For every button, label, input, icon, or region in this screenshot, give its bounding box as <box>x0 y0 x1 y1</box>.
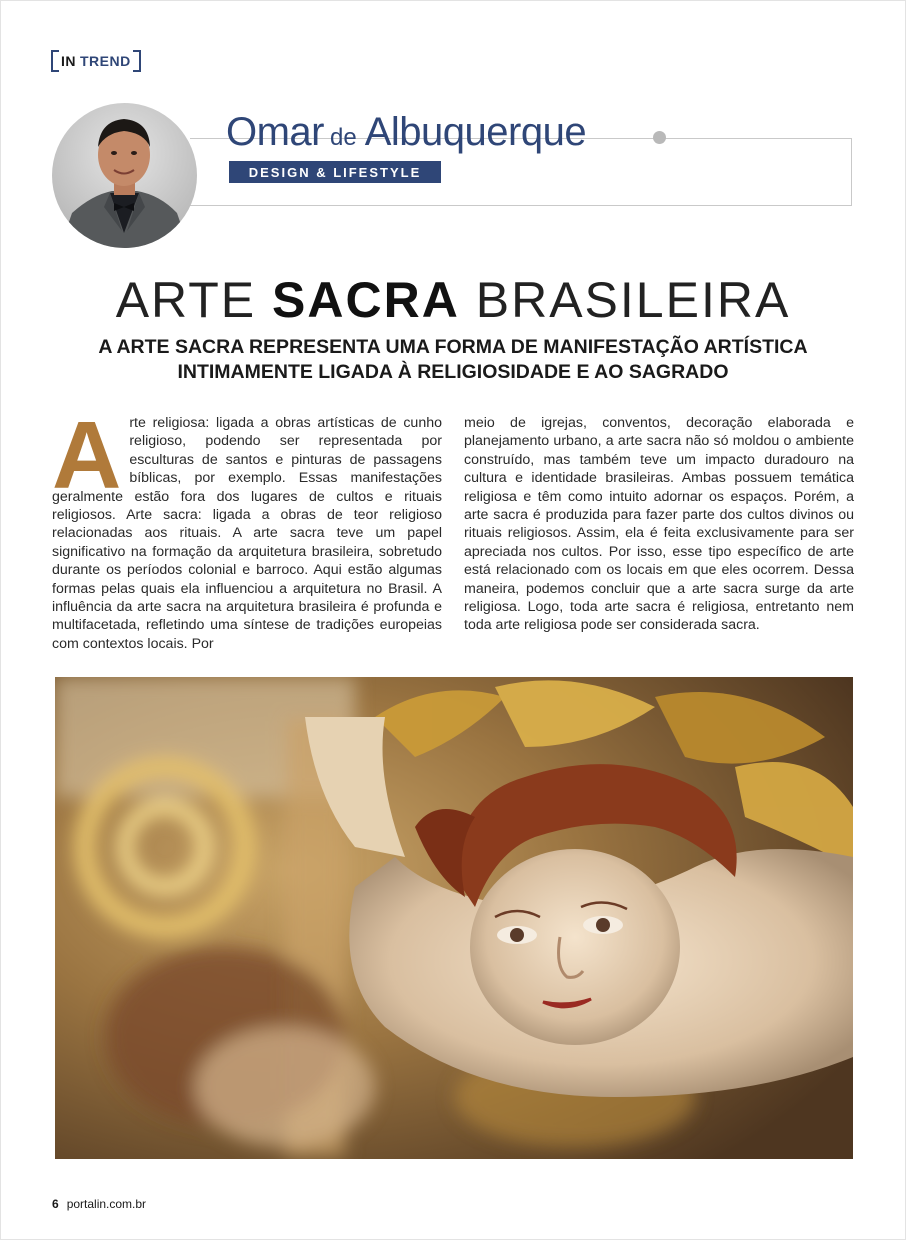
drop-cap: A <box>52 402 122 509</box>
page-footer <box>52 1197 146 1211</box>
author-name <box>226 110 586 160</box>
body-column-left <box>52 402 442 653</box>
author-avatar <box>52 103 197 248</box>
author-portrait-icon <box>52 103 197 248</box>
article-subheadline: A ARTE SACRA REPRESENTA UMA FORMA DE MANIFESTAÇÃO ARTÍSTICA INTIMAMENTE LIGADA À RELIGIOSIDADE E AO SAGRADO <box>98 336 808 383</box>
body-text-right: meio de igrejas, conventos, decoração elaborada e planejamento urbano, a arte sacra não só moldou o ambiente construído, mas também teve um impacto duradouro na cultura e identidade brasileiras. Ambas possuem temática religiosa e têm como intuito adornar os espaços. Porém, a arte sacra é produzida para fazer parte dos cultos divinos ou rituais religiosos. Assim, ela é feita exclusivamente para ser apreciada nos cultos. Por isso, esse tipo específico de arte está relacionado com os locais em que eles ocorrem. Dessa maneira, podemos concluir que a arte sacra surge da arte religiosa. Logo, toda arte sacra é religiosa, entretanto nem toda arte religiosa pode ser considerada sacra. <box>464 415 854 634</box>
site-url: portalin.com.br <box>66 1197 147 1211</box>
section-tag-label: TREND <box>80 53 131 69</box>
headline-part2: SACRA <box>272 272 460 328</box>
page-number: 6 <box>52 1197 59 1211</box>
cherub-photo <box>55 677 853 1159</box>
body-text-left: rte religiosa: ligada a obras artísticas de cunho religioso, podendo ser representada por esculturas de santos e pinturas de passagens bíblicas, por exemplo. Essas manifestações geralmente estão fora dos lugares de cultos e rituais religiosos. Arte sacra: ligada a obras de teor religioso relacionadas aos rituais. A arte sacra teve um papel significativo na formação da arquitetura brasileira, sobretudo durante os períodos colonial e barroco. Aqui estão algumas formas pelas quais ela influenciou a arquitetura no Brasil. A influência da arte sacra na arquitetura brasileira é profunda e multifacetada, refletindo uma síntese de tradições europeias com contextos locais. Por <box>52 415 442 652</box>
author-last-name: Albuquerque <box>364 110 587 154</box>
frame-dot-icon <box>653 131 666 144</box>
body-column-right <box>464 414 854 635</box>
section-tag-prefix: IN <box>61 53 76 69</box>
article-headline <box>0 270 906 330</box>
section-tag <box>51 50 141 72</box>
headline-part3: BRASILEIRA <box>459 272 791 328</box>
author-middle-name: de <box>330 124 357 151</box>
column-badge: DESIGN & LIFESTYLE <box>229 161 441 183</box>
headline-part1: ARTE <box>115 272 273 328</box>
author-first-name: Omar <box>226 110 324 154</box>
cherub-sculpture-icon <box>55 677 853 1159</box>
